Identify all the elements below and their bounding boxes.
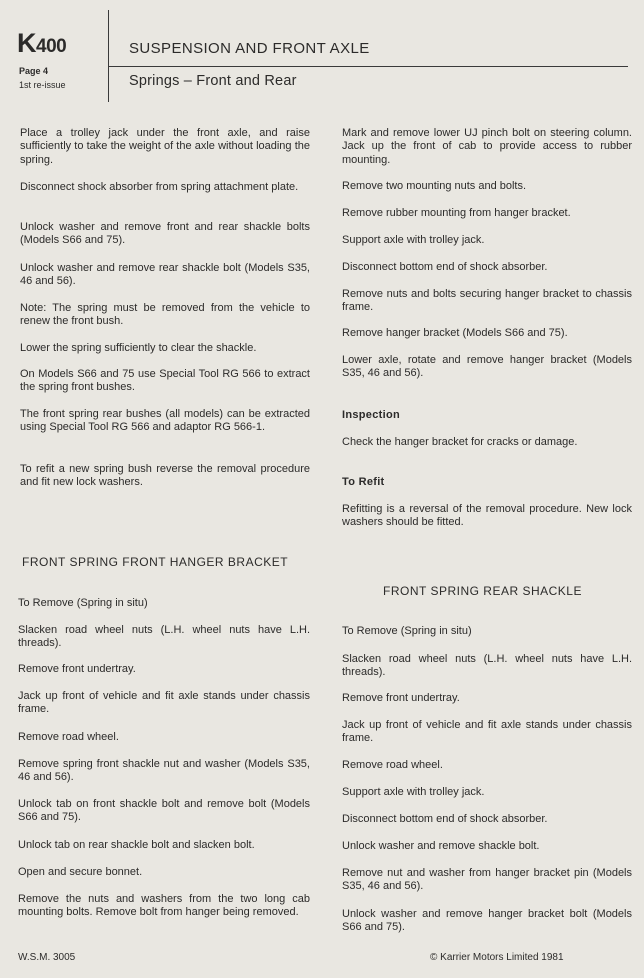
step: Remove front undertray. (342, 692, 460, 704)
step: Support axle with trolley jack. (342, 786, 485, 798)
paragraph: Unlock washer and remove front and rear shackle bolts (Models S66 and 75). (20, 221, 310, 247)
step: Slacken road wheel nuts (L.H. wheel nuts have L.H. threads). (342, 653, 632, 679)
step: Jack up front of vehicle and fit axle stands under chassis frame. (342, 719, 632, 745)
paragraph: Lower axle, rotate and remove hanger bracket (Models S35, 46 and 56). (342, 354, 632, 380)
step: Jack up front of vehicle and fit axle stands under chassis frame. (18, 690, 310, 716)
step: Slacken road wheel nuts (L.H. wheel nuts have L.H. threads). (18, 624, 310, 650)
model-letter: K (17, 28, 36, 58)
refit-text: Refitting is a reversal of the removal procedure. New lock washers should be fitted. (342, 503, 632, 529)
paragraph: Mark and remove lower UJ pinch bolt on steering column. Jack up the front of cab to provide access to rubber mounting. (342, 127, 632, 166)
section-title: SUSPENSION AND FRONT AXLE (129, 40, 370, 57)
front-hanger-heading: FRONT SPRING FRONT HANGER BRACKET (22, 555, 289, 569)
refit-heading: To Refit (342, 476, 385, 488)
to-remove-note: (Spring in situ) (73, 597, 148, 609)
paragraph: To refit a new spring bush reverse the removal procedure and fit new lock washers. (20, 463, 310, 489)
paragraph: Place a trolley jack under the front axle, and raise sufficiently to take the weight of the axle without loading the spring. (20, 127, 310, 166)
section-subtitle: Springs – Front and Rear (129, 73, 297, 89)
model-code (17, 28, 66, 59)
issue-label: 1st re-issue (19, 80, 66, 90)
paragraph: Disconnect bottom end of shock absorber. (342, 261, 548, 273)
step: Remove the nuts and washers from the two long cab mounting bolts. Remove bolt from hanger being removed. (18, 893, 310, 919)
step: Unlock tab on rear shackle bolt and slacken bolt. (18, 839, 255, 851)
paragraph: The front spring rear bushes (all models) can be extracted using Special Tool RG 566 and adaptor RG 566-1. (20, 408, 310, 434)
paragraph: On Models S66 and 75 use Special Tool RG 566 to extract the spring front bushes. (20, 368, 310, 394)
paragraph: Disconnect shock absorber from spring attachment plate. (20, 181, 299, 193)
step: Disconnect bottom end of shock absorber. (342, 813, 548, 825)
paragraph: Remove two mounting nuts and bolts. (342, 180, 527, 192)
step: Remove nut and washer from hanger bracket pin (Models S35, 46 and 56). (342, 867, 632, 893)
step: Open and secure bonnet. (18, 866, 143, 878)
header-vertical-rule (108, 10, 109, 102)
step: Remove spring front shackle nut and washer (Models S35, 46 and 56). (18, 758, 310, 784)
copyright-notice: © Karrier Motors Limited 1981 (430, 952, 564, 963)
paragraph: Remove nuts and bolts securing hanger bracket to chassis frame. (342, 288, 632, 314)
document-reference: W.S.M. 3005 (18, 952, 76, 963)
paragraph: Lower the spring sufficiently to clear the shackle. (20, 342, 257, 354)
rear-shackle-heading: FRONT SPRING REAR SHACKLE (383, 584, 582, 598)
paragraph: Support axle with trolley jack. (342, 234, 485, 246)
page-number: Page 4 (19, 66, 49, 76)
step: Remove front undertray. (18, 663, 136, 675)
step: Remove road wheel. (18, 731, 119, 743)
step: Unlock washer and remove hanger bracket bolt (Models S66 and 75). (342, 908, 632, 934)
paragraph: Remove rubber mounting from hanger bracket. (342, 207, 571, 219)
step: Unlock tab on front shackle bolt and remove bolt (Models S66 and 75). (18, 798, 310, 824)
paragraph: Unlock washer and remove rear shackle bolt (Models S35, 46 and 56). (20, 262, 310, 288)
inspection-text: Check the hanger bracket for cracks or damage. (342, 436, 578, 448)
step: Remove road wheel. (342, 759, 443, 771)
model-number: 400 (36, 36, 67, 57)
paragraph: Remove hanger bracket (Models S66 and 75). (342, 327, 568, 339)
to-remove-note: (Spring in situ) (397, 625, 472, 637)
inspection-heading: Inspection (342, 409, 401, 421)
to-remove-line (342, 625, 472, 638)
to-remove-label: To Remove (18, 597, 74, 609)
header-horizontal-rule (108, 66, 628, 67)
to-remove-label: To Remove (342, 625, 398, 637)
note-paragraph: Note: The spring must be removed from the vehicle to renew the front bush. (20, 302, 310, 328)
step: Unlock washer and remove shackle bolt. (342, 840, 540, 852)
to-remove-line (18, 597, 148, 610)
